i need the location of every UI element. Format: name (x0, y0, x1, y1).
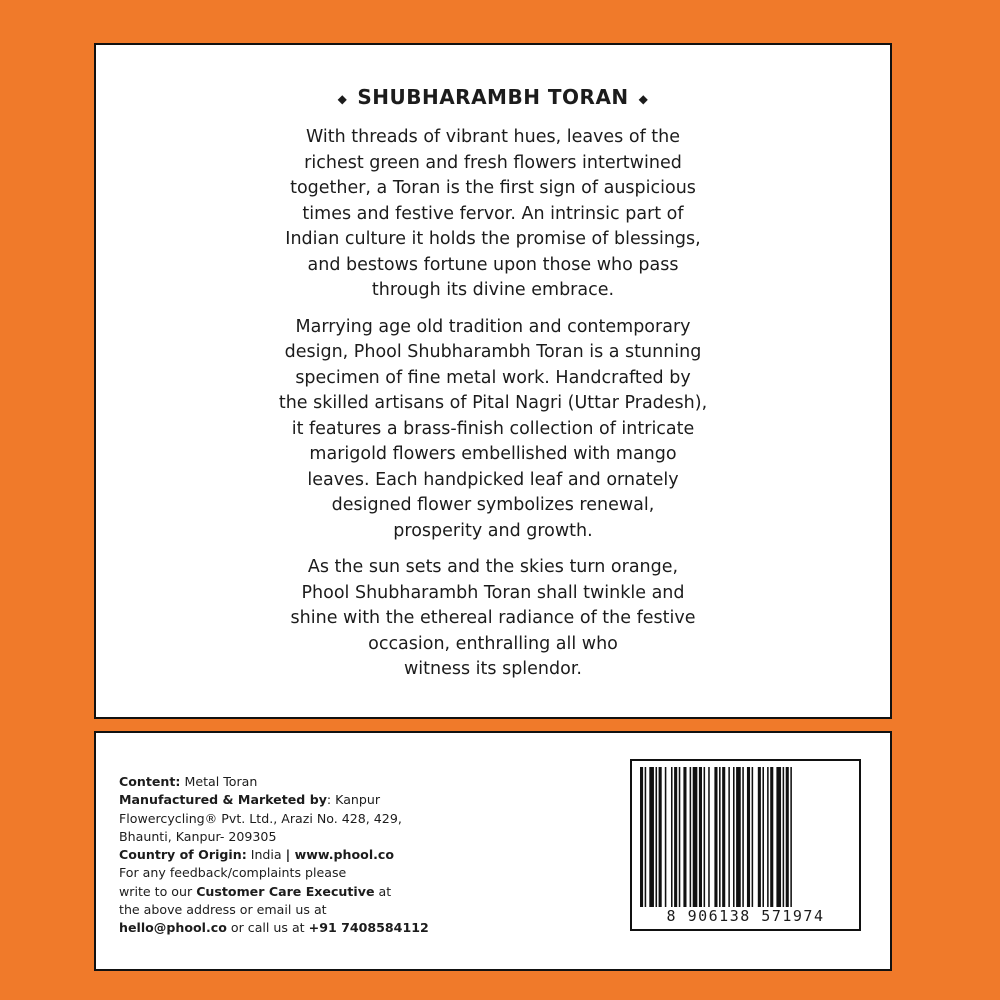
paragraph-1 (96, 125, 890, 304)
origin-line (119, 846, 429, 864)
text-line: specimen of fine metal work. Handcrafted by (295, 367, 691, 388)
phone-number[interactable]: +91 7408584112 (308, 920, 429, 936)
barcode-bar (776, 767, 781, 907)
product-info-panel (94, 731, 892, 971)
barcode-bar (679, 767, 681, 907)
barcode-bar (767, 767, 769, 907)
text-line: it features a brass-finish collection of intricate (291, 418, 695, 439)
manufacturer-line (119, 791, 429, 809)
barcode-bar (640, 767, 643, 907)
contact-line (119, 919, 429, 937)
barcode-bar (728, 767, 730, 907)
text-line: leaves. Each handpicked leaf and ornately (307, 469, 679, 490)
barcode-bar (722, 767, 725, 907)
text-line: the skilled artisans of Pital Nagri (Uttar Pradesh), (278, 393, 708, 413)
barcode-bar (742, 767, 744, 907)
contact-text: or call us at (226, 920, 309, 936)
customer-care-label: Customer Care Executive (196, 883, 375, 899)
text-line: and bestows fortune upon those who pass (307, 254, 679, 275)
origin-label: Country of Origin: (119, 847, 247, 863)
text-line: shine with the ethereal radiance of the festive (290, 608, 696, 628)
barcode-bar (659, 767, 662, 907)
feedback-text: write to our (119, 883, 197, 899)
barcode-icon (638, 767, 853, 907)
diamond-icon: ◆ (337, 91, 348, 106)
manufacturer-address-line: Bhaunti, Kanpur- 209305 (119, 828, 277, 844)
text-line: times and festive fervor. An intrinsic part of (302, 203, 684, 224)
barcode-bar (665, 767, 667, 907)
text-line: designed flower symbolizes renewal, (331, 495, 655, 515)
text-line: occasion, enthralling all who (368, 633, 618, 654)
manufacturer-value: : Kanpur (326, 792, 381, 808)
barcode-bar (714, 767, 717, 907)
description-body (96, 125, 890, 694)
manufacturer-label: Manufactured & Marketed by (119, 792, 327, 808)
barcode-bar (690, 767, 692, 907)
text-line: design, Phool Shubharambh Toran is a stunning (284, 342, 702, 362)
barcode-bar (790, 767, 792, 907)
content-label: Content: (119, 774, 181, 789)
feedback-text: at (374, 883, 392, 899)
product-details (119, 773, 429, 938)
separator: | (285, 847, 291, 863)
content-value: Metal Toran (180, 774, 258, 789)
text-line: witness its splendor. (403, 659, 582, 679)
text-line: through its divine embrace. (371, 280, 615, 300)
text-line: together, a Toran is the first sign of auspicious (290, 178, 696, 198)
barcode-bar (758, 767, 761, 907)
barcode-bar (733, 767, 735, 907)
feedback-line: the above address or email us at (119, 902, 327, 918)
barcode-bar (674, 767, 677, 907)
barcode-bar (683, 767, 686, 907)
content-line (119, 773, 429, 791)
barcode-bar (693, 767, 698, 907)
text-line: marigold flowers embellished with mango (309, 444, 677, 464)
feedback-line: For any feedback/complaints please (119, 865, 347, 881)
origin-value: India (246, 847, 286, 863)
paragraph-2 (96, 315, 890, 545)
title-text: SHUBHARAMBH TORAN (357, 85, 629, 109)
website-link[interactable]: www.phool.co (290, 847, 395, 863)
barcode-bar (736, 767, 741, 907)
barcode-bar (747, 767, 750, 907)
barcode-bar (645, 767, 647, 907)
barcode-bar (699, 767, 702, 907)
email-link[interactable]: hello@phool.co (119, 920, 227, 936)
text-line: Phool Shubharambh Toran shall twinkle and (301, 582, 685, 603)
text-line: prosperity and growth. (393, 520, 593, 541)
barcode-bar (770, 767, 773, 907)
barcode-bar (719, 767, 721, 907)
text-line: With threads of vibrant hues, leaves of the (305, 127, 681, 147)
barcode-bar (708, 767, 710, 907)
text-line: richest green and fresh flowers intertwined (304, 152, 682, 173)
text-line: As the sun sets and the skies turn orange, (307, 557, 679, 577)
diamond-icon: ◆ (638, 91, 649, 106)
text-line: Marrying age old tradition and contemporary (295, 316, 691, 337)
barcode-bar (752, 767, 754, 907)
product-title (96, 85, 890, 109)
barcode-bar (656, 767, 658, 907)
barcode-bar (762, 767, 764, 907)
barcode-bar (649, 767, 654, 907)
manufacturer-address-line: Flowercycling® Pvt. Ltd., Arazi No. 428, 429, (119, 810, 402, 826)
description-panel (94, 43, 892, 719)
barcode-bar (704, 767, 706, 907)
barcode-bar (783, 767, 785, 907)
feedback-line (119, 883, 429, 901)
text-line: Indian culture it holds the promise of blessings, (285, 229, 701, 249)
paragraph-3 (96, 555, 890, 683)
barcode (630, 759, 861, 931)
barcode-bar (671, 767, 673, 907)
barcode-bar (786, 767, 789, 907)
barcode-number: 8 906138 571974 (666, 907, 825, 925)
